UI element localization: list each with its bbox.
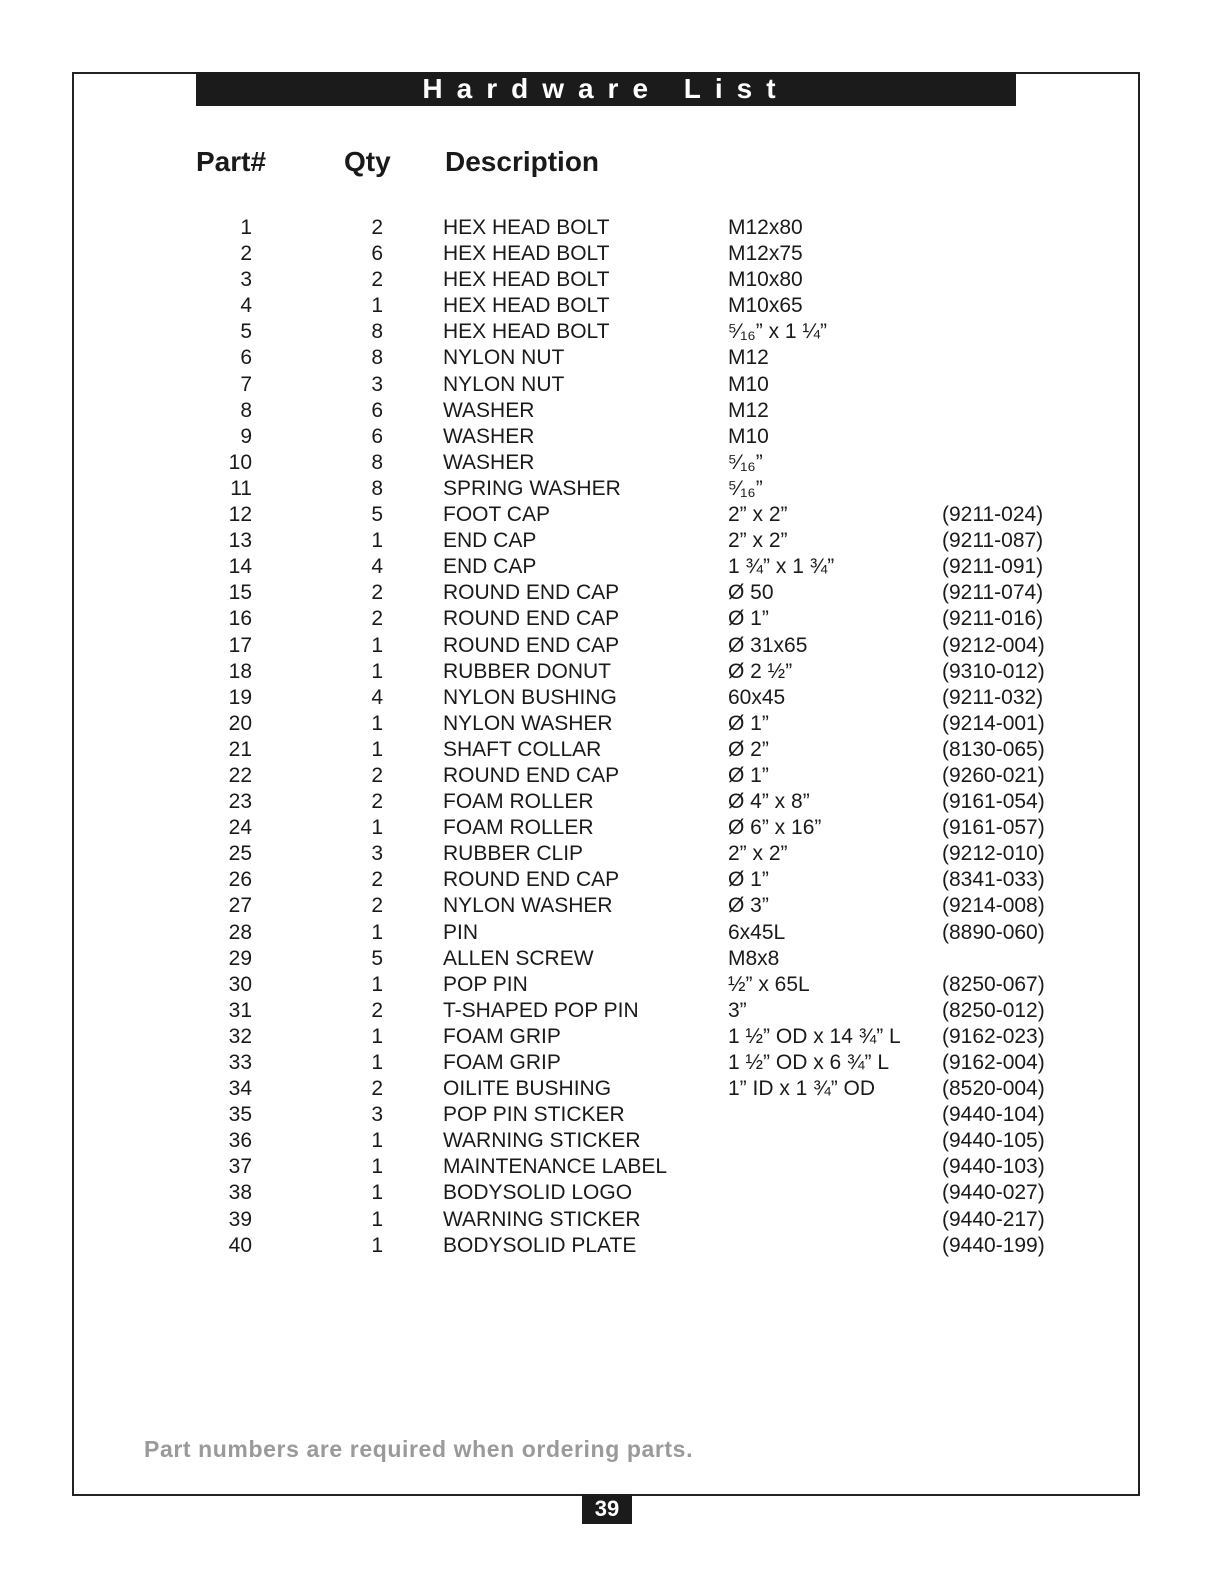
order-code-cell: (9440-105) xyxy=(942,1129,1045,1153)
part-number-cell: 7 xyxy=(240,372,252,396)
size-cell: 6x45L xyxy=(728,920,786,944)
description-cell: WASHER xyxy=(443,450,535,474)
description-cell: NYLON NUT xyxy=(443,372,565,396)
size-cell: Ø 50 xyxy=(728,581,774,605)
page-number: 39 xyxy=(582,1494,632,1524)
description-cell: HEX HEAD BOLT xyxy=(443,242,610,266)
quantity-cell: 1 xyxy=(371,972,383,996)
quantity-cell: 8 xyxy=(371,346,383,370)
part-number-cell: 16 xyxy=(228,607,252,631)
size-cell: 1 ½” OD x 14 ¾” L xyxy=(728,1024,901,1048)
order-code-cell: (9162-023) xyxy=(942,1024,1045,1048)
quantity-cell: 2 xyxy=(371,868,383,892)
description-cell: END CAP xyxy=(443,529,537,553)
order-code-cell: (9214-001) xyxy=(942,711,1045,735)
order-code-cell: (9162-004) xyxy=(942,1051,1045,1074)
description-cell: FOOT CAP xyxy=(443,503,550,527)
table-row xyxy=(0,972,1224,998)
order-code-cell: (9211-074) xyxy=(942,581,1044,605)
table-row xyxy=(0,1207,1224,1233)
description-cell: RUBBER CLIP xyxy=(443,842,584,866)
part-number-cell: 34 xyxy=(228,1077,252,1101)
size-cell: ½” x 65L xyxy=(728,972,810,996)
part-number-cell: 1 xyxy=(240,216,252,239)
part-number-cell: 8 xyxy=(240,398,252,422)
table-row xyxy=(0,920,1224,946)
description-cell: END CAP xyxy=(443,555,537,579)
part-number-cell: 31 xyxy=(228,998,252,1022)
table-row xyxy=(0,1102,1224,1128)
size-cell: Ø 2 ½” xyxy=(728,659,793,683)
order-code-cell: (9440-217) xyxy=(942,1207,1045,1231)
part-number-cell: 39 xyxy=(228,1207,252,1231)
quantity-cell: 1 xyxy=(371,1207,383,1231)
table-row xyxy=(0,528,1224,554)
part-number-cell: 25 xyxy=(228,842,252,866)
description-cell: T-SHAPED POP PIN xyxy=(443,998,639,1022)
size-cell: ⁵⁄₁₆” xyxy=(728,450,763,474)
quantity-cell: 1 xyxy=(371,294,383,318)
quantity-cell: 1 xyxy=(371,659,383,683)
order-code-cell: (9211-091) xyxy=(942,555,1044,579)
description-cell: HEX HEAD BOLT xyxy=(443,320,610,344)
order-code-cell: (9212-004) xyxy=(942,633,1045,657)
part-number-cell: 28 xyxy=(228,920,252,944)
quantity-cell: 1 xyxy=(371,920,383,944)
table-row xyxy=(0,1076,1224,1102)
description-cell: BODYSOLID LOGO xyxy=(443,1181,633,1205)
quantity-cell: 1 xyxy=(371,816,383,840)
table-row xyxy=(0,711,1224,737)
table-row xyxy=(0,867,1224,893)
table-row xyxy=(0,554,1224,580)
part-number-cell: 38 xyxy=(228,1181,252,1205)
table-row xyxy=(0,345,1224,371)
quantity-cell: 8 xyxy=(371,476,383,500)
quantity-cell: 2 xyxy=(371,790,383,814)
part-number-cell: 6 xyxy=(240,346,252,370)
description-cell: ROUND END CAP xyxy=(443,581,620,605)
part-number-cell: 22 xyxy=(228,763,252,787)
quantity-cell: 3 xyxy=(371,372,383,396)
part-number-cell: 13 xyxy=(228,529,252,553)
quantity-cell: 5 xyxy=(371,946,383,970)
table-row xyxy=(0,893,1224,919)
part-number-cell: 11 xyxy=(230,476,252,500)
order-code-cell: (9161-054) xyxy=(942,790,1045,814)
table-row xyxy=(0,789,1224,815)
size-cell: Ø 6” x 16” xyxy=(728,816,822,840)
quantity-cell: 8 xyxy=(371,450,383,474)
description-cell: FOAM ROLLER xyxy=(443,816,594,840)
size-cell: ⁵⁄₁₆” xyxy=(728,476,763,500)
description-cell: NYLON NUT xyxy=(443,346,565,370)
part-number-cell: 26 xyxy=(228,868,252,892)
quantity-cell: 2 xyxy=(371,607,383,631)
size-cell: M12x75 xyxy=(728,242,803,266)
table-row xyxy=(0,946,1224,972)
hardware-table xyxy=(0,215,1224,1259)
quantity-cell: 4 xyxy=(371,685,383,709)
order-code-cell: (8130-065) xyxy=(942,737,1045,761)
description-cell: FOAM GRIP xyxy=(443,1024,561,1048)
part-number-cell: 21 xyxy=(228,737,252,761)
size-cell: M12 xyxy=(728,398,769,422)
quantity-cell: 1 xyxy=(371,1233,383,1257)
part-number-cell: 5 xyxy=(240,320,252,344)
order-code-cell: (9212-010) xyxy=(942,842,1045,866)
description-cell: FOAM ROLLER xyxy=(443,790,594,814)
quantity-cell: 5 xyxy=(371,503,383,527)
description-cell: WARNING STICKER xyxy=(443,1129,641,1153)
size-cell: M10x80 xyxy=(728,268,803,292)
table-row xyxy=(0,633,1224,659)
size-cell: 2” x 2” xyxy=(728,529,788,553)
order-code-cell: (9211-087) xyxy=(942,529,1044,553)
part-number-cell: 19 xyxy=(228,685,252,709)
table-row xyxy=(0,1024,1224,1050)
order-code-cell: (9211-016) xyxy=(942,607,1044,631)
part-number-cell: 35 xyxy=(228,1103,252,1127)
table-row xyxy=(0,293,1224,319)
description-cell: NYLON WASHER xyxy=(443,711,613,735)
quantity-cell: 1 xyxy=(371,1051,383,1074)
size-cell: Ø 1” xyxy=(728,763,769,787)
quantity-cell: 2 xyxy=(371,581,383,605)
quantity-cell: 2 xyxy=(371,216,383,239)
table-row xyxy=(0,267,1224,293)
part-number-cell: 18 xyxy=(228,659,252,683)
description-cell: ROUND END CAP xyxy=(443,633,620,657)
order-code-cell: (9211-032) xyxy=(942,685,1044,709)
description-cell: ROUND END CAP xyxy=(443,607,620,631)
table-row xyxy=(0,606,1224,632)
quantity-cell: 2 xyxy=(371,1077,383,1101)
quantity-cell: 6 xyxy=(371,398,383,422)
page-title: Hardware List xyxy=(196,72,1016,106)
part-number-cell: 33 xyxy=(228,1051,252,1074)
order-code-cell: (9440-027) xyxy=(942,1181,1045,1205)
description-cell: PIN xyxy=(443,920,479,944)
description-cell: HEX HEAD BOLT xyxy=(443,268,610,292)
size-cell: Ø 1” xyxy=(728,868,769,892)
description-cell: OILITE BUSHING xyxy=(443,1077,612,1101)
description-cell: ROUND END CAP xyxy=(443,763,620,787)
order-code-cell: (8250-067) xyxy=(942,972,1045,996)
table-row xyxy=(0,319,1224,345)
table-row xyxy=(0,1180,1224,1206)
order-code-cell: (9310-012) xyxy=(942,659,1045,683)
part-number-cell: 17 xyxy=(228,633,252,657)
description-cell: SHAFT COLLAR xyxy=(443,737,602,761)
table-row xyxy=(0,476,1224,502)
column-header-description: Description xyxy=(445,146,600,177)
description-cell: WASHER xyxy=(443,398,535,422)
quantity-cell: 1 xyxy=(371,1024,383,1048)
size-cell: Ø 2” xyxy=(728,737,769,761)
quantity-cell: 3 xyxy=(371,1103,383,1127)
order-code-cell: (9440-103) xyxy=(942,1155,1045,1179)
order-code-cell: (9440-104) xyxy=(942,1103,1045,1127)
table-row xyxy=(0,450,1224,476)
size-cell: 2” x 2” xyxy=(728,503,788,527)
size-cell: Ø 4” x 8” xyxy=(728,790,810,814)
order-code-cell: (9214-008) xyxy=(942,894,1045,918)
quantity-cell: 6 xyxy=(371,242,383,266)
order-code-cell: (9161-057) xyxy=(942,816,1045,840)
table-row xyxy=(0,215,1224,241)
table-row xyxy=(0,1050,1224,1076)
quantity-cell: 1 xyxy=(371,711,383,735)
order-code-cell: (8890-060) xyxy=(942,920,1045,944)
quantity-cell: 1 xyxy=(371,1181,383,1205)
quantity-cell: 2 xyxy=(371,268,383,292)
description-cell: WASHER xyxy=(443,424,535,448)
order-code-cell: (8341-033) xyxy=(942,868,1045,892)
part-number-cell: 27 xyxy=(228,894,252,918)
size-cell: M12 xyxy=(728,346,769,370)
order-code-cell: (9211-024) xyxy=(942,503,1044,527)
table-row xyxy=(0,998,1224,1024)
size-cell: 60x45 xyxy=(728,685,786,709)
description-cell: POP PIN STICKER xyxy=(443,1103,625,1127)
order-code-cell: (9260-021) xyxy=(942,763,1045,787)
quantity-cell: 2 xyxy=(371,763,383,787)
description-cell: FOAM GRIP xyxy=(443,1051,561,1074)
size-cell: Ø 1” xyxy=(728,711,769,735)
part-number-cell: 37 xyxy=(228,1155,252,1179)
part-number-cell: 15 xyxy=(228,581,252,605)
column-header-part: Part# xyxy=(196,146,267,177)
size-cell: 1 ½” OD x 6 ¾” L xyxy=(728,1051,890,1074)
quantity-cell: 6 xyxy=(371,424,383,448)
table-row xyxy=(0,502,1224,528)
part-number-cell: 12 xyxy=(228,503,252,527)
size-cell: M10 xyxy=(728,424,769,448)
table-row xyxy=(0,398,1224,424)
description-cell: HEX HEAD BOLT xyxy=(443,216,610,239)
part-number-cell: 9 xyxy=(240,424,252,448)
order-code-cell: (9440-199) xyxy=(942,1233,1045,1257)
description-cell: MAINTENANCE LABEL xyxy=(443,1155,668,1179)
table-row xyxy=(0,1233,1224,1259)
order-code-cell: (8520-004) xyxy=(942,1077,1045,1101)
size-cell: 3” xyxy=(728,998,747,1022)
part-number-cell: 29 xyxy=(228,946,252,970)
part-number-cell: 23 xyxy=(228,790,252,814)
description-cell: RUBBER DONUT xyxy=(443,659,612,683)
description-cell: NYLON BUSHING xyxy=(443,685,617,709)
size-cell: Ø 31x65 xyxy=(728,633,808,657)
part-number-cell: 3 xyxy=(240,268,252,292)
part-number-cell: 32 xyxy=(228,1024,252,1048)
quantity-cell: 1 xyxy=(371,1155,383,1179)
table-row xyxy=(0,241,1224,267)
description-cell: ALLEN SCREW xyxy=(443,946,594,970)
table-row xyxy=(0,737,1224,763)
part-number-cell: 10 xyxy=(228,450,252,474)
table-row xyxy=(0,841,1224,867)
size-cell: ⁵⁄₁₆” x 1 ¼” xyxy=(728,320,827,344)
quantity-cell: 1 xyxy=(371,633,383,657)
description-cell: ROUND END CAP xyxy=(443,868,620,892)
part-number-cell: 2 xyxy=(240,242,252,266)
description-cell: HEX HEAD BOLT xyxy=(443,294,610,318)
quantity-cell: 1 xyxy=(371,737,383,761)
quantity-cell: 2 xyxy=(371,998,383,1022)
quantity-cell: 1 xyxy=(371,1129,383,1153)
size-cell: 2” x 2” xyxy=(728,842,788,866)
table-row xyxy=(0,685,1224,711)
table-row xyxy=(0,763,1224,789)
quantity-cell: 4 xyxy=(371,555,383,579)
part-number-cell: 24 xyxy=(228,816,252,840)
part-number-cell: 14 xyxy=(228,555,252,579)
table-row xyxy=(0,424,1224,450)
column-header-qty: Qty xyxy=(344,146,391,177)
part-number-cell: 40 xyxy=(228,1233,252,1257)
size-cell: M8x8 xyxy=(728,946,780,970)
quantity-cell: 1 xyxy=(371,529,383,553)
part-number-cell: 36 xyxy=(228,1129,252,1153)
quantity-cell: 8 xyxy=(371,320,383,344)
order-code-cell: (8250-012) xyxy=(942,998,1045,1022)
size-cell: 1 ¾” x 1 ¾” xyxy=(728,555,835,579)
table-row xyxy=(0,815,1224,841)
quantity-cell: 3 xyxy=(371,842,383,866)
quantity-cell: 2 xyxy=(371,894,383,918)
size-cell: M12x80 xyxy=(728,216,803,239)
part-number-cell: 20 xyxy=(228,711,252,735)
table-row xyxy=(0,659,1224,685)
table-row xyxy=(0,1128,1224,1154)
description-cell: BODYSOLID PLATE xyxy=(443,1233,637,1257)
table-row xyxy=(0,1154,1224,1180)
size-cell: Ø 3” xyxy=(728,894,769,918)
size-cell: M10x65 xyxy=(728,294,803,318)
description-cell: NYLON WASHER xyxy=(443,894,613,918)
description-cell: SPRING WASHER xyxy=(443,476,621,500)
ordering-note: Part numbers are required when ordering parts. xyxy=(144,1436,694,1462)
size-cell: M10 xyxy=(728,372,769,396)
description-cell: WARNING STICKER xyxy=(443,1207,641,1231)
table-row xyxy=(0,580,1224,606)
table-row xyxy=(0,372,1224,398)
size-cell: 1” ID x 1 ¾” OD xyxy=(728,1077,876,1101)
size-cell: Ø 1” xyxy=(728,607,769,631)
part-number-cell: 4 xyxy=(240,294,252,318)
description-cell: POP PIN xyxy=(443,972,528,996)
part-number-cell: 30 xyxy=(228,972,252,996)
